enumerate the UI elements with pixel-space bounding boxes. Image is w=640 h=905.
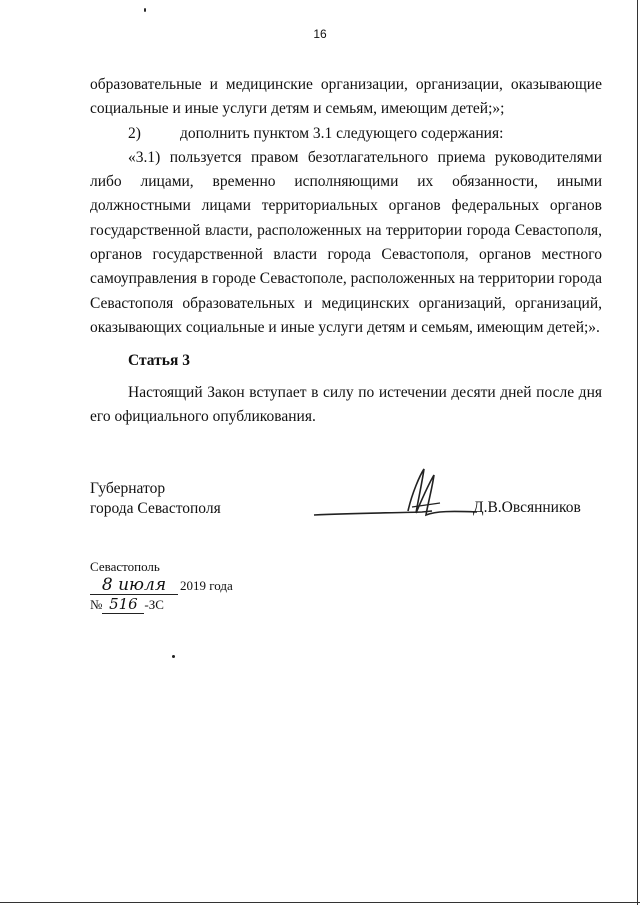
governor-title-block <box>90 479 221 519</box>
item-number: 2) <box>128 124 141 142</box>
point-3-1-paragraph: «3.1) пользуется правом безотлагательного приема руководителями либо лицами, временно исполняющими их обязанности, иными должностными лицами территориальных органов федеральных органов государственной власти, расположенных на территории города Севастополя, органов государственной власти города Севастополя, органов местного самоуправления в городе Севастополе, расположенных на территории города Севастополя образовательных и медицинских организаций, организаций, оказывающих социальные и иные услуги детям и семьям, имеющим детей;». <box>90 148 602 336</box>
amendment-item-2 <box>90 122 602 146</box>
scan-speck <box>144 8 146 12</box>
article-text: Настоящий Закон вступает в силу по истечении десяти дней после дня его официального опубликования. <box>90 384 602 426</box>
governor-name: Д.В.Овсянников <box>473 499 581 516</box>
signing-city: Севастополь <box>90 559 160 574</box>
handwritten-signature <box>312 463 482 523</box>
number-sign: № <box>90 597 103 612</box>
scan-speck <box>172 655 175 658</box>
law-number <box>90 595 233 614</box>
handwritten-date: 8 июля <box>90 576 178 595</box>
item-text: дополнить пунктом 3.1 следующего содержания: <box>180 124 504 142</box>
page-number: 16 <box>313 27 327 41</box>
number-suffix: -ЗС <box>144 597 164 612</box>
governor-title: Губернатор <box>90 480 166 497</box>
continued-paragraph: образовательные и медицинские организации, организации, оказывающие социальные и иные услуги детям и семьям, имеющим детей;»; <box>90 76 602 118</box>
signing-date <box>90 576 233 595</box>
article-heading: Статья 3 <box>128 352 190 369</box>
page-edge-right <box>637 0 638 905</box>
signing-year: 2019 года <box>180 578 233 593</box>
handwritten-number: 516 <box>102 595 144 614</box>
governor-city: города Севастополя <box>90 500 221 517</box>
signing-details <box>90 558 233 614</box>
article-3-block <box>90 381 602 430</box>
page-edge-bottom <box>0 902 640 903</box>
continued-paragraph-block <box>90 73 602 340</box>
